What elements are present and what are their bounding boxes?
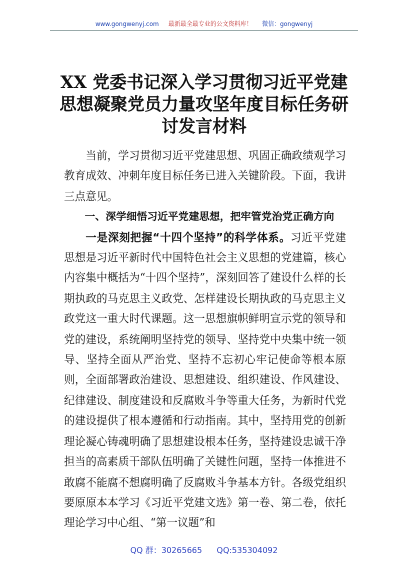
header-divider bbox=[50, 30, 358, 31]
footer-qq-group: QQ 群：30265665 bbox=[130, 546, 203, 555]
page-footer bbox=[0, 545, 408, 556]
page-header bbox=[0, 21, 408, 29]
document-title: XX 党委书记深入学习贯彻习近平党建思想凝聚党员力量攻坚年度目标任务研讨发言材料 bbox=[59, 73, 349, 137]
section-heading-1: 一、深学细悟习近平党建思想，把牢管党治党正确方向 bbox=[84, 211, 335, 224]
header-promo: 最新最全最专业的公文资料库！ bbox=[168, 21, 253, 28]
intro-paragraph: 当前，学习贯彻习近平党建思想、巩固正确政绩观学习教育成效、冲刺年度目标任务已进入关键阶段。下面，我讲三点意见。 bbox=[64, 149, 346, 203]
paragraph-1 bbox=[64, 228, 346, 534]
footer-qq: QQ:535304092 bbox=[216, 546, 278, 555]
paragraph-1-text: 习近平党建思想是习近平新时代中国特色社会主义思想的党建篇，核心内容集中概括为“十四个坚持”，深刻回答了建设什么样的长期执政的马克思主义政党、怎样建设长期执政的马克思主义政党这一重大时代课题。这一思想旗帜鲜明宣示党的领导和党的建设，系统阐明坚持党的领导、坚持党中央集中统一领导、坚持全面从严治党、坚持不忘初心牢记使命等根本原则，全面部署政治建设、思想建设、组织建设、作风建设、纪律建设、制度建设和反腐败斗争等重大任务，为新时代党的建设提供了根本遵循和行动指南。其中，坚持用党的创新理论凝心铸魂明确了思想建设根本任务，坚持建设忠诚干净担当的高素质干部队伍明确了关键性问题，坚持一体推进不敢腐不能腐不想腐明确了反腐败斗争基本方针。各级党组织要原原本本学习《习近平党建文选》第一卷、第二卷，依托理论学习中心组、“第一议题”和 bbox=[64, 230, 346, 530]
paragraph-1-lead: 一是深刻把握“十四个坚持”的科学体系。 bbox=[85, 230, 291, 244]
header-wechat: 微信：gongwenyj bbox=[261, 21, 313, 28]
header-site-link[interactable]: www.gongwenyj.com bbox=[95, 21, 159, 28]
document-body bbox=[64, 146, 346, 534]
